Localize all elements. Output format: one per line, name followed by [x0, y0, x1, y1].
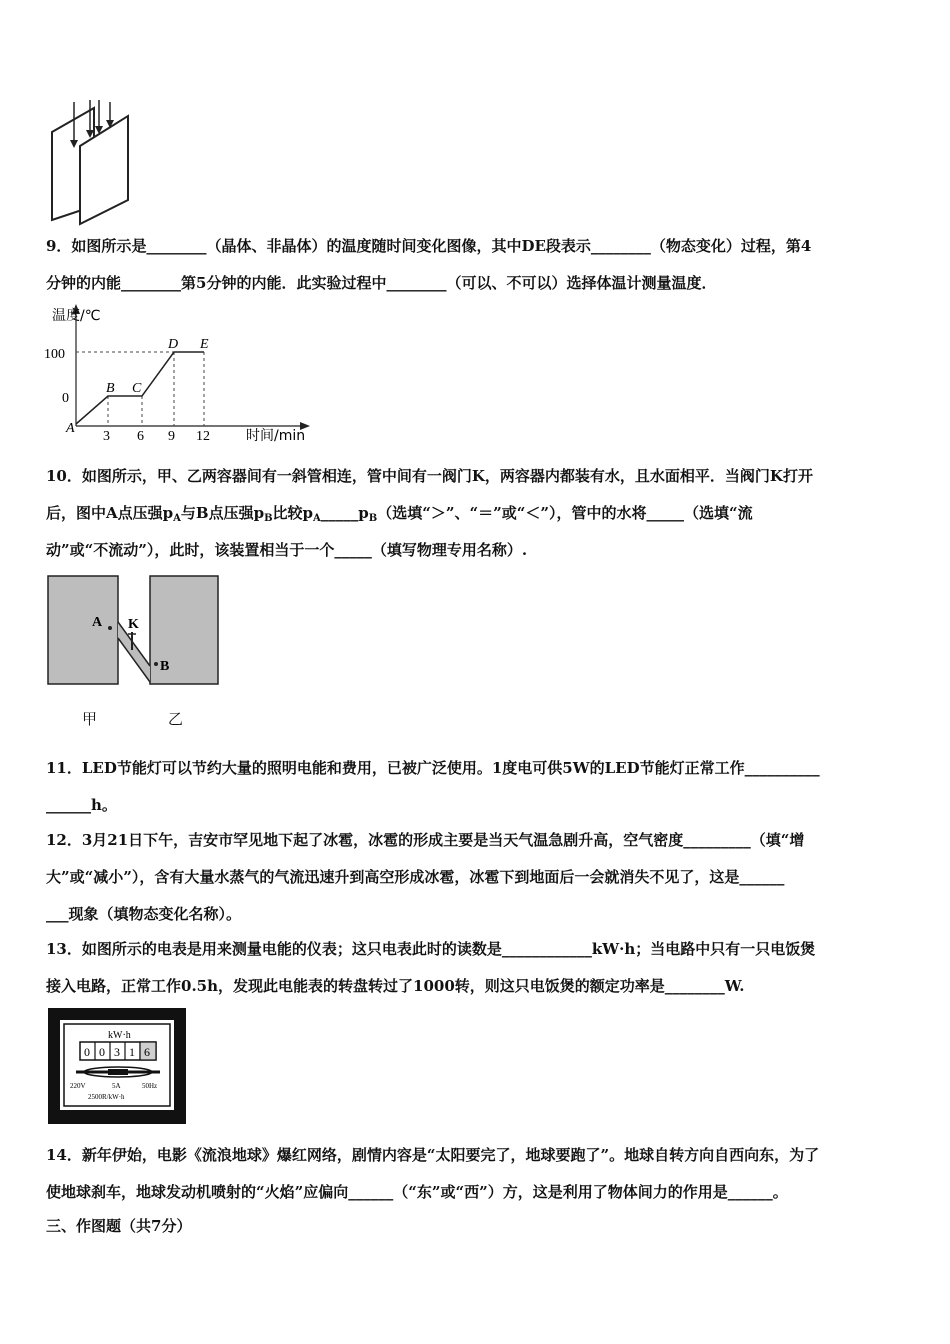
- q10-text-a: 后，图中A点压强p: [46, 504, 174, 522]
- graph-xlabel: 时间/min: [246, 428, 306, 444]
- container-label-a: A: [92, 615, 103, 630]
- graph-x12: 12: [196, 429, 210, 444]
- q9-line1: 9．如图所示是________（晶体、非晶体）的温度随时间变化图像，其中DE段表示________（物态变化）过程，第4: [46, 237, 812, 255]
- q12-line2: 大”或“减小”），含有大量水蒸气的气流迅速升到高空形成冰雹，冰雹下到地面后一会就消失不见了，这是______: [46, 868, 785, 886]
- q10-line2: [46, 503, 753, 529]
- section-3-heading: 三、作图题（共7分）: [46, 1217, 192, 1235]
- graph-x3: 3: [103, 429, 110, 444]
- meter-digit-5: 6: [144, 1045, 150, 1059]
- graph-point-e: E: [200, 337, 209, 352]
- q13-line2: 接入电路，正常工作0.5h，发现此电能表的转盘转过了1000转，则这只电饭煲的额定功率是________W.: [46, 977, 745, 995]
- meter-digit-3: 3: [114, 1045, 120, 1059]
- q10-text-c: 比较p: [272, 504, 314, 522]
- meter-digit-2: 0: [99, 1045, 105, 1059]
- valve-label-k: K: [128, 617, 139, 632]
- q11-line2: ______h。: [46, 796, 117, 814]
- graph-point-c: C: [132, 381, 142, 396]
- graph-ylabel: 温度/℃: [52, 308, 101, 324]
- graph-y100: 100: [44, 347, 65, 362]
- caption-jia: 甲: [82, 710, 98, 728]
- graph-x9: 9: [168, 429, 175, 444]
- q12-line3: ___现象（填物态变化名称）。: [46, 905, 242, 923]
- meter-digit-4: 1: [129, 1045, 135, 1059]
- q14-line2: 使地球刹车，地球发动机喷射的“火焰”应偏向______（“东”或“西”）方，这是利用了物体间力的作用是______。: [46, 1183, 788, 1201]
- temperature-time-graph: [40, 300, 330, 448]
- connected-containers-figure: [44, 572, 224, 690]
- q10-sub-c: A: [313, 513, 321, 524]
- meter-spec-voltage: 220V: [70, 1082, 86, 1090]
- caption-yi: 乙: [168, 710, 184, 728]
- q12-line1: 12．3月21日下午，吉安市罕见地下起了冰雹，冰雹的形成主要是当天气温急剧升高，空气密度_________（填“增: [46, 831, 805, 849]
- top-plates-figure: [44, 96, 139, 226]
- q10-sub-a: A: [173, 513, 181, 524]
- graph-point-d: D: [168, 337, 179, 352]
- container-label-b: B: [160, 659, 170, 674]
- q10-sub-b: B: [264, 513, 273, 524]
- q10-sub-d: B: [368, 513, 378, 524]
- meter-unit: kW·h: [108, 1030, 131, 1041]
- q10-text-e: （选填“＞”、“＝”或“＜”），管中的水将_____（选填“流: [377, 504, 753, 522]
- q9-line2: 分钟的内能________第5分钟的内能．此实验过程中________（可以、不可以）选择体温计测量温度．: [46, 274, 717, 292]
- graph-point-b: B: [106, 381, 115, 396]
- electric-meter-figure: [46, 1006, 188, 1126]
- q10-text-b: 与B点压强p: [180, 504, 265, 522]
- q11-line1: 11．LED节能灯可以节约大量的照明电能和费用，已被广泛使用。1度电可供5W的LED节能灯正常工作__________: [46, 759, 820, 777]
- q10-line1: 10．如图所示，甲、乙两容器间有一斜管相连，管中间有一阀门K，两容器内都装有水，且水面相平．当阀门K打开: [46, 467, 813, 485]
- meter-spec-frequency: 50Hz: [142, 1082, 158, 1090]
- q13-line1: 13．如图所示的电表是用来测量电能的仪表；这只电表此时的读数是____________kW·h；当电路中只有一只电饭煲: [46, 940, 816, 958]
- graph-x6: 6: [137, 429, 144, 444]
- q14-line1: 14．新年伊始，电影《流浪地球》爆红网络，剧情内容是“太阳要完了，地球要跑了”。地球自转方向自西向东，为了: [46, 1146, 820, 1164]
- graph-y0: 0: [62, 391, 69, 406]
- graph-point-a: A: [66, 421, 75, 436]
- q10-text-d: _____p: [320, 504, 369, 522]
- meter-spec-current: 5A: [112, 1082, 121, 1090]
- q10-line3: 动”或“不流动”），此时，该装置相当于一个_____（填写物理专用名称）.: [46, 541, 528, 559]
- meter-spec-revs: 2500R/kW·h: [88, 1093, 125, 1101]
- meter-digit-1: 0: [84, 1045, 90, 1059]
